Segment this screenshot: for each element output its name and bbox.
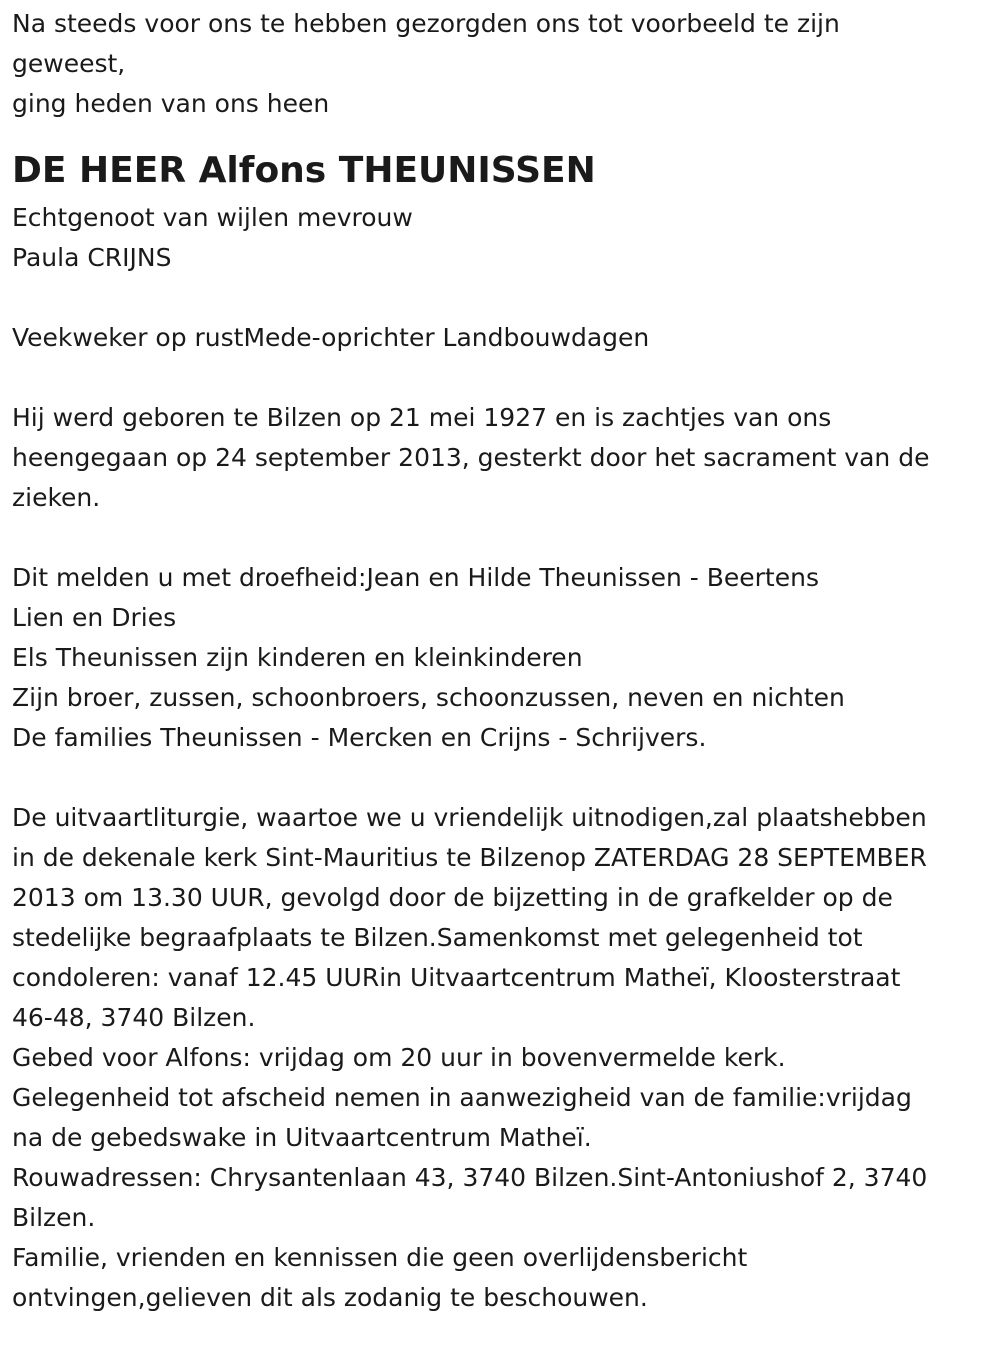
prayer-line: Gebed voor Alfons: vrijdag om 20 uur in bovenvermelde kerk. — [12, 1043, 786, 1072]
occupation-line: Veekweker op rustMede-oprichter Landbouwdagen — [12, 323, 650, 352]
funeral-line: condoleren: vanaf 12.45 UURin Uitvaartcentrum Matheï, Kloosterstraat — [12, 963, 901, 992]
family-line: Els Theunissen zijn kinderen en kleinkinderen — [12, 643, 583, 672]
occupation-paragraph — [12, 318, 988, 358]
funeral-line: De uitvaartliturgie, waartoe we u vriendelijk uitnodigen,zal plaatshebben — [12, 803, 927, 832]
address-line: Bilzen. — [12, 1203, 96, 1232]
family-line: Dit melden u met droefheid:Jean en Hilde Theunissen - Beertens — [12, 563, 819, 592]
funeral-line: 46-48, 3740 Bilzen. — [12, 1003, 256, 1032]
notice-line: Familie, vrienden en kennissen die geen overlijdensbericht — [12, 1243, 748, 1272]
farewell-line: Gelegenheid tot afscheid nemen in aanwezigheid van de familie:vrijdag — [12, 1083, 912, 1112]
spacer — [12, 358, 988, 398]
birth-line: Hij werd geboren te Bilzen op 21 mei 1927 en is zachtjes van ons — [12, 403, 832, 432]
funeral-paragraph — [12, 798, 988, 1318]
spouse-paragraph — [12, 198, 988, 278]
spacer — [12, 518, 988, 558]
birth-line: heengegaan op 24 september 2013, gesterkt door het sacrament van de — [12, 443, 930, 472]
birth-death-paragraph — [12, 398, 988, 518]
family-paragraph — [12, 558, 988, 758]
notice-line: ontvingen,gelieven dit als zodanig te beschouwen. — [12, 1283, 648, 1312]
spouse-line: Paula CRIJNS — [12, 243, 172, 272]
address-line: Rouwadressen: Chrysantenlaan 43, 3740 Bilzen.Sint-Antoniushof 2, 3740 — [12, 1163, 928, 1192]
funeral-line: in de dekenale kerk Sint-Mauritius te Bilzenop ZATERDAG 28 SEPTEMBER — [12, 843, 927, 872]
farewell-line: na de gebedswake in Uitvaartcentrum Matheï. — [12, 1123, 592, 1152]
funeral-line: 2013 om 13.30 UUR, gevolgd door de bijzetting in de grafkelder op de — [12, 883, 893, 912]
family-line: Lien en Dries — [12, 603, 177, 632]
spacer — [12, 278, 988, 318]
intro-line: ging heden van ons heen — [12, 89, 330, 118]
intro-line: geweest, — [12, 49, 126, 78]
birth-line: zieken. — [12, 483, 101, 512]
intro-line: Na steeds voor ons te hebben gezorgden ons tot voorbeeld te zijn — [12, 9, 840, 38]
funeral-line: stedelijke begraafplaats te Bilzen.Samenkomst met gelegenheid tot — [12, 923, 863, 952]
deceased-name-heading: DE HEER Alfons THEUNISSEN — [12, 150, 596, 191]
family-line: Zijn broer, zussen, schoonbroers, schoonzussen, neven en nichten — [12, 683, 845, 712]
intro-paragraph — [12, 4, 988, 124]
spouse-line: Echtgenoot van wijlen mevrouw — [12, 203, 413, 232]
spacer — [12, 758, 988, 798]
family-line: De families Theunissen - Mercken en Crijns - Schrijvers. — [12, 723, 707, 752]
